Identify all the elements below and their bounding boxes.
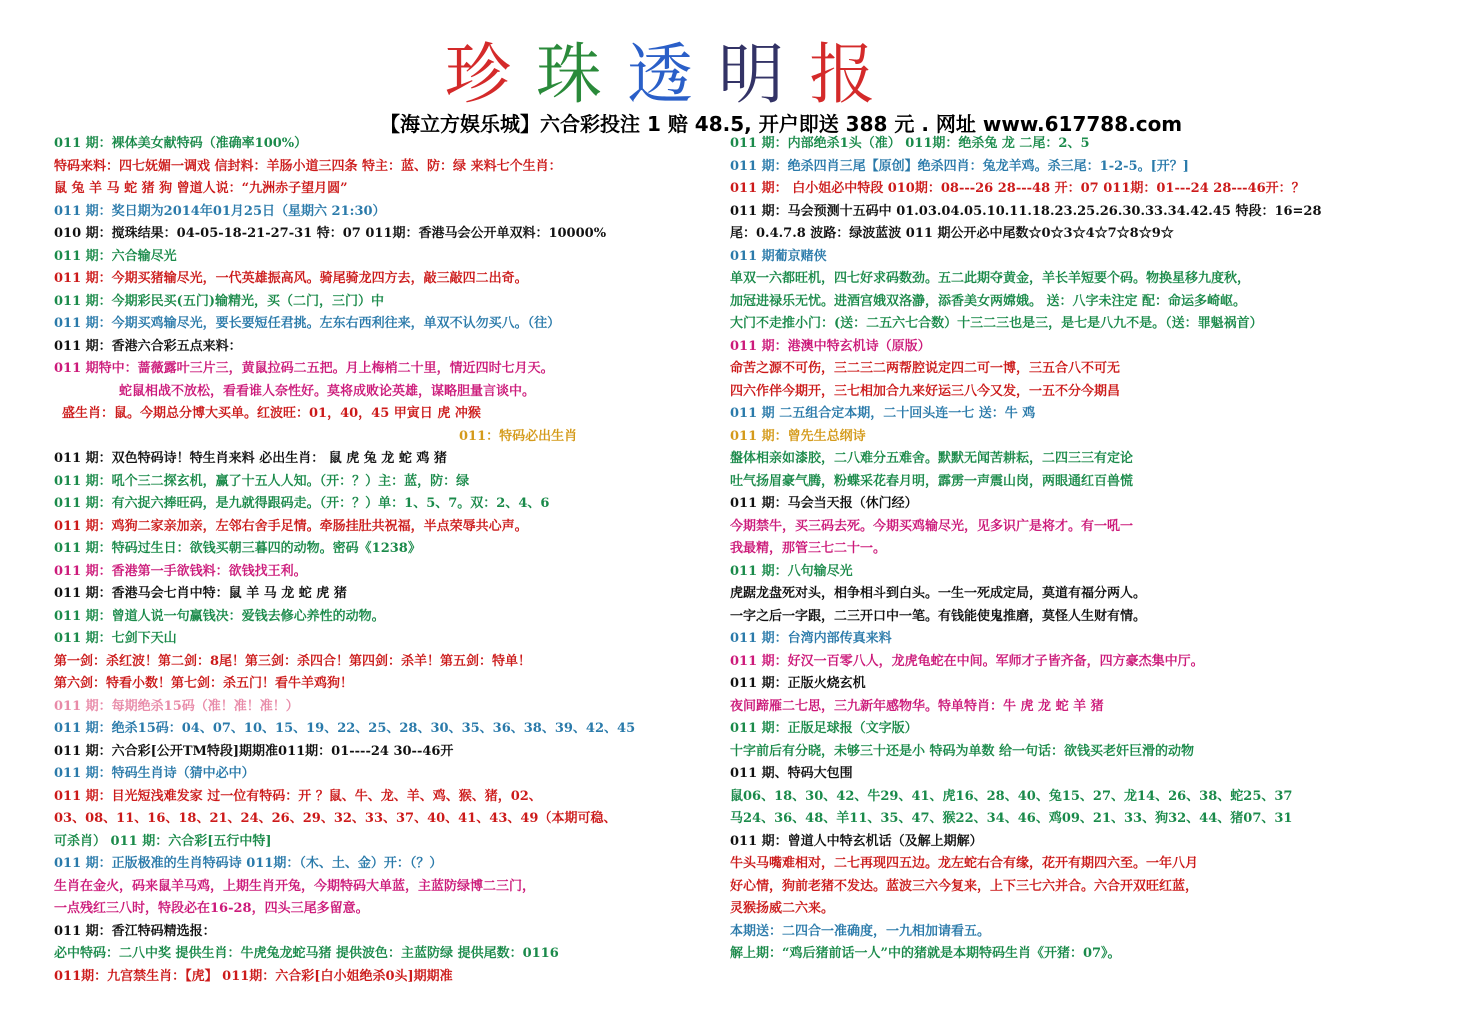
text-line: 虎踞龙盘死对头，相争相斗到白头。一生一死成定局，莫道有福分两人。 bbox=[730, 586, 1147, 601]
text-line: 第六剑：特看小数！第七剑：杀五门！看牛羊鸡狗！ bbox=[54, 676, 354, 691]
masthead-char: 明 bbox=[718, 36, 785, 113]
ad-banner: 【海立方娱乐城】六合彩投注 1 赔 48.5, 开户即送 388 元 . 网址 www.617788.com bbox=[380, 112, 1183, 136]
text-line: 011 期：今期买鸡输尽光，要长要短任君挑。左东右西利往来，单双不认勿买八。（往） bbox=[54, 316, 561, 331]
text-line: 011 期：七剑下天山 bbox=[54, 631, 177, 646]
text-line: 011 期：香港第一手欲钱料：欲钱找王利。 bbox=[54, 563, 307, 579]
text-line: 马24、36、48、羊11、35、47、猴22、34、46、鸡09、21、33、狗32、44、猪07、31 bbox=[730, 811, 1293, 826]
text-line: 盤体相亲如漆胶，二八难分五难舍。默默无闻苦耕耘，二四三三有定论 bbox=[730, 451, 1134, 466]
text-line: 011 期：双色特码诗！特生肖来料 必出生肖： 鼠 虎 兔 龙 蛇 鸡 猪 bbox=[54, 451, 447, 466]
text-line: 011 期：香江特码精选报： bbox=[54, 923, 216, 939]
text-line: 011 期：裸体美女献特码（准确率100%） bbox=[54, 136, 308, 151]
text-line: 011 期：今期彩民买(五门)输精光，买（二门，三门）中 bbox=[54, 293, 384, 309]
text-line: 可杀肖） 011 期：六合彩[五行中特] bbox=[54, 833, 272, 849]
text-line: 011 期：好汉一百零八人，龙虎龟蛇在中间。军师才子皆齐备，四方豪杰集中厅。 bbox=[730, 653, 1204, 669]
text-line: 011期：九宫禁生肖：【虎】 011期：六合彩[白小姐绝杀0头]期期准 bbox=[54, 968, 453, 984]
text-line: 蛇鼠相战不放松，看看谁人奈性好。莫将成败论英雄，谋略胆量言谈中。 bbox=[119, 383, 536, 399]
text-line: 第一剑：杀红波！第二剑：8尾！第三剑：杀四合！第四剑：杀羊！第五剑：特单！ bbox=[54, 653, 532, 669]
text-line: 夜间蹄雁二七思，三九新年感物华。特单特肖：牛 虎 龙 蛇 羊 猪 bbox=[730, 698, 1104, 714]
text-line: 一字之后一字跟，二三开口中一笔。有钱能使鬼推磨，莫怪人生财有情。 bbox=[730, 608, 1147, 624]
text-line: 本期送：二四合一准确度，一九相加请看五。 bbox=[730, 923, 991, 939]
text-line: 011 期：香港六合彩五点来料： bbox=[54, 338, 242, 354]
text-line: 011：特码必出生肖 bbox=[459, 428, 578, 444]
text-line: 011 期：港澳中特玄机诗（原版） bbox=[730, 338, 931, 354]
text-line: 011 期：鸡狗二家亲加亲，左邻右舍手足情。牵肠挂肚共祝福，半点荣辱共心声。 bbox=[54, 518, 528, 534]
text-line: 011 期：吼个三二探玄机，赢了十五人人知。（开：？）主：蓝，防：绿 bbox=[54, 473, 470, 489]
text-line: 011 期：奖日期为2014年01月25日（星期六 21:30） bbox=[54, 203, 386, 219]
text-line: 解上期：“鸡后猪前话一人”中的猪就是本期特码生肖《开猪：07》。 bbox=[730, 946, 1121, 961]
text-line: 我最精，那管三七二十一。 bbox=[730, 541, 887, 556]
text-line: 鼠06、18、30、42、牛29、41、虎16、28、40、兔15、27、龙14、26、38、蛇25、37 bbox=[730, 788, 1293, 804]
text-line: 011 期 二五组合定本期，二十回头连一七 送：牛 鸡 bbox=[730, 406, 1036, 421]
text-line: 011 期：八句输尽光 bbox=[730, 563, 853, 579]
text-line: 吐气扬眉豪气腾，粉蝶采花春月明，霹雳一声震山岗，两眼通红百兽慌 bbox=[730, 473, 1134, 489]
text-line: 灵猴扬威二六来。 bbox=[730, 901, 835, 916]
text-line: 011 期：台湾内部传真来料 bbox=[730, 631, 892, 646]
text-line: 011 期：正版火烧玄机 bbox=[730, 676, 866, 691]
text-line: 大门不走推小门：(送：二五六七合数）十三二三也是三，是七是八九不是。（送：罪魁祸首） bbox=[730, 316, 1263, 331]
text-line: 命苦之源不可伤，三二三二两帮腔说定四二可一博，三五合八不可无 bbox=[730, 361, 1121, 376]
text-line: 011 期：有六捉六捧旺码，是九就得跟码走。（开：？）单：1、5、7。双：2、4、6 bbox=[54, 496, 550, 511]
text-line: 011 期：马会预测十五码中 01.03.04.05.10.11.18.23.25.26.30.33.34.42.45 特段：16=28 bbox=[730, 203, 1322, 219]
text-line: 011 期：正版足球报（文字版） bbox=[730, 721, 918, 736]
text-line: 03、08、11、16、18、21、24、26、29、32、33、37、40、41、43、49（本期可稳、 bbox=[54, 811, 617, 826]
text-line: 生肖在金火，码来鼠羊马鸡，上期生肖开兔，今期特码大单蓝，主蓝防绿博二三门， bbox=[54, 878, 536, 894]
text-line: 011 期：香港马会七肖中特：鼠 羊 马 龙 蛇 虎 猪 bbox=[54, 586, 347, 601]
text-line: 011 期：正版极准的生肖特码诗 011期：（木、土、金）开：（？） bbox=[54, 856, 443, 871]
text-line: 011 期特中：蔷薇露叶三片三，黄鼠拉码二五把。月上梅梢二十里，情近四时七月天。 bbox=[54, 361, 554, 376]
text-line: 010 期：搅珠结果：04-05-18-21-27-31 特：07 011期：香港马会公开单双料：10000% bbox=[54, 226, 607, 241]
text-line: 011 期：曾道人中特玄机话（及解上期解） bbox=[730, 833, 983, 849]
text-line: 特码来料：四七妩媚一调戏 信封料：羊肠小道三四条 特主：蓝、防：绿 来料七个生肖： bbox=[54, 158, 562, 174]
text-line: 011 期：马会当天报（休门经） bbox=[730, 496, 918, 511]
text-line: 四六作伴今期开，三七相加合九来好运三八今又发，一五不分今期昌 bbox=[730, 383, 1121, 399]
text-line: 011 期：特码过生日：欲钱买朝三暮四的动物。密码《1238》 bbox=[54, 541, 421, 556]
text-line: 011 期：内部绝杀1头（准） 011期：绝杀兔 龙 二尾：2、5 bbox=[730, 136, 1090, 151]
text-line: 好心情，狗前老猪不发达。蓝波三六今复来，上下三七六并合。六合开双旺红蓝， bbox=[730, 878, 1199, 894]
text-line: 盛生肖：鼠。今期总分博大买单。红波旺：01，40，45 甲寅日 虎 冲猴 bbox=[62, 406, 481, 421]
text-line: 011 期：目光短浅难发家 过一位有特码：开 ？鼠、牛、龙、羊、鸡、猴、猪，02、 bbox=[54, 788, 542, 804]
text-line: 011 期：曾道人说一句赢钱决：爱钱去修心养性的动物。 bbox=[54, 608, 385, 624]
text-line: 011 期：曾先生总纲诗 bbox=[730, 428, 866, 444]
text-line: 011 期：今期买猪输尽光，一代英雄振高风。骑尾骑龙四方去，敲三敲四二出奇。 bbox=[54, 271, 528, 286]
text-line: 尾：0.4.7.8 波路：绿波蓝波 011 期公开必中尾数☆0☆3☆4☆7☆8☆9☆ bbox=[730, 226, 1174, 241]
text-line: 011 期、特码大包围 bbox=[730, 766, 853, 781]
text-line: 必中特码：二八中奖 提供生肖：牛虎兔龙蛇马猪 提供波色：主蓝防绿 提供尾数：0116 bbox=[54, 946, 559, 961]
text-line: 011 期：六合输尽光 bbox=[54, 248, 177, 264]
text-line: 011 期： 白小姐必中特段 010期：08---26 28---48 开：07 011期：01---24 28---46开：？ bbox=[730, 181, 1305, 196]
text-line: 011 期：每期绝杀15码（准！准！准！） bbox=[54, 698, 299, 714]
text-line: 牛头马嘴难相对，二七再现四五边。龙左蛇右合有缘，花开有期四六至。一年八月 bbox=[730, 856, 1199, 871]
text-line: 011 期：绝杀15码：04、07、10、15、19、22、25、28、30、35、36、38、39、42、45 bbox=[54, 721, 636, 736]
masthead-char: 珠 bbox=[535, 36, 602, 113]
masthead-char: 透 bbox=[627, 36, 693, 113]
text-line: 今期禁牛，买三码去死。今期买鸡输尽光，见多识广是将才。有一吼一 bbox=[730, 518, 1134, 534]
text-line: 一点残红三八时，特段必在16-28，四头三尾多留意。 bbox=[54, 901, 369, 916]
masthead-char: 报 bbox=[809, 36, 876, 113]
text-line: 加冠进禄乐无忧。进酒宫娥双洛瀞，添香美女两嫦娥。 送：八字未注定 配：命运多崎岖。 bbox=[730, 293, 1247, 309]
text-line: 十字前后有分晓，未够三十还是小 特码为单数 给一句话：欲钱买老奸巨滑的动物 bbox=[730, 743, 1195, 759]
masthead-char: 珍 bbox=[444, 36, 511, 113]
text-line: 鼠 兔 羊 马 蛇 猪 狗 曾道人说：“九洲赤子望月圆” bbox=[54, 181, 348, 196]
masthead-title bbox=[0, 30, 1320, 120]
text-line: 011 期：特码生肖诗（猜中必中） bbox=[54, 766, 255, 781]
text-line: 011 期：六合彩[公开TM特段]期期准011期：01----24 30--46开 bbox=[54, 743, 454, 759]
text-line: 单双一六都旺机，四七好求码数劲。五二此期夺黄金，羊长羊短要个码。物换星移九度秋， bbox=[730, 271, 1251, 286]
right-column bbox=[730, 133, 1420, 966]
text-line: 011 期葡京赌侠 bbox=[730, 248, 827, 264]
left-column bbox=[54, 133, 714, 988]
text-line: 011 期：绝杀四肖三尾【原创】绝杀四肖：兔龙羊鸡。杀三尾：1-2-5。[开？] bbox=[730, 158, 1189, 174]
